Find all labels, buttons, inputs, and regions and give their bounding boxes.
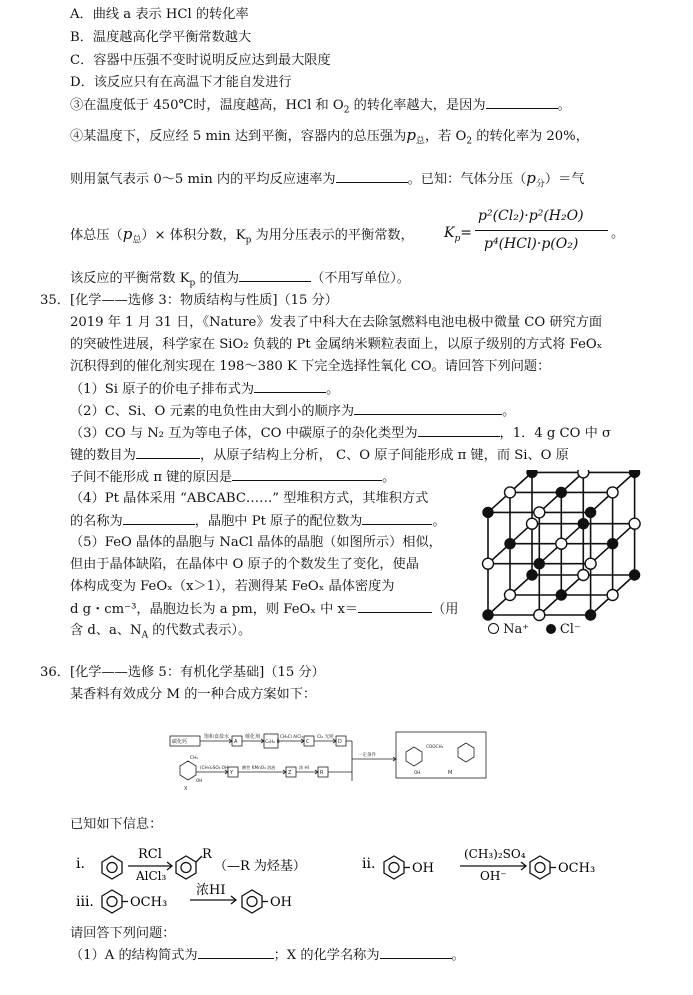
- na-ion: [527, 518, 538, 529]
- answer-blank[interactable]: [362, 512, 432, 525]
- exam-page: A．曲线 a 表示 HCl 的转化率 B．温度越高化学平衡常数越大 C．容器中压强不变时说明反应达到最大限度 D．该反应只有在高温下才能自发进行 ③在温度低于 450℃时，温度越高，HCl 和 $O_2$ 的转化率越大，是因为 。 ④某温度下，反应经 5 min 达到平衡，容器内的总压强为$p_总$，若 $O_2$ 的转化率为 20%， 则用氯气表示 0～5 min 内的平均反应速率为 。已知：气体分压$(p_分)=$气 体总压$(p_总)\times$ 体积分数，$K_p$ 为用分压表示的平衡常数， $K_p=$ p²(Cl₂)·p²(H₂O) p⁴(HCl)·p(O₂) 。 该反应的平衡常数 $K_p$ 的值为 （不用写单位）。 35．[化学——选修 3：物质结构与性质]（15 分） 2019 年 1 月 31 日，《Nature》发表了中科大在去除氢燃料电池电极中微量 CO 研究方面 的突破性进展，科学家在 SiO₂ 负载的 Pt 金属纳米颗粒表面上，以原子级别的方式将 FeOₓ 沉积得到的催化剂实现在 198～380 K 下完全选择性氧化 CO。请回答下列问题： （1）Si 原子的价电子排布式为 。 （2）C、Si、O 元素的电负性由大到小的顺序为 。 （3）CO 与 N₂ 互为等电子体，CO 中碳原子的杂化类型为 ，1．4 g CO 中 σ 键的数目为 ，从原子结构上分析， C、O 原子间能形成 π 键，而 Si、O 原 子间不能形成 π 键的原因是 。 （4）Pt 晶体采用 “ABCABC……” 型堆积方式，其堆积方式 的名称为 ，晶胞中 Pt 原子的配位数为 。 （5）FeO 晶体的晶胞与 NaCl 晶体的晶胞（如图所示）相似， 但由于晶体缺陷，在晶体中 O 原子的个数发生了变化，使晶 体构成变为 FeOₓ（x＞1），若测得某 FeOₓ 晶体密度为 d g・cm⁻³，晶胞边长为 a pm，则 FeOₓ 中 x＝ （用 含 d、a、$N_A$ 的代数式表示）。 Na⁺ Cl⁻ 36．[化学——选修 5：有机化学基础]（15 分） 某香料有效成分 M 的一种合成方案如下： 碳化钙 饱和食盐水 A 催化剂 C₆H₆ B CH₃Cl AlCl₃ C Cl₂ 光照 D 一定条件 COOCH₂ OH M CH₃ OH X (CH₃)₂SO₄ OH⁻ Y 酸性 KMnO₄ 溶液 Z 浓 HI R 已知如下信息： i. RCl AlCl₃ R （—R 为烃基） ii. OH (CH₃)₂SO₄ OH⁻ OCH₃ iii. OCH₃ 浓HI OH 请回答下列问题： （1）A 的结构简式为 ；X 的化学名称为 。: [0, 0, 693, 995]
- answer-blank[interactable]: [198, 946, 274, 959]
- svg-text:RCl: RCl: [138, 847, 162, 862]
- cl-ion: [527, 570, 537, 580]
- svg-text:AlCl₃: AlCl₃: [136, 869, 167, 883]
- na-ion: [578, 570, 589, 581]
- cl-ion: [483, 610, 493, 620]
- kp-symbol: $K_p=$: [444, 225, 472, 244]
- option-d: D．该反应只有在高温下才能自发进行: [70, 75, 292, 90]
- svg-text:CH₃: CH₃: [190, 755, 198, 760]
- cl-ion: [586, 507, 596, 517]
- crystal-legend: [488, 622, 581, 637]
- q35-part-2: （2）C、Si、O 元素的电负性由大到小的顺序为 。: [70, 404, 516, 419]
- na-ion: [505, 487, 516, 498]
- svg-text:(CH₃)₂SO₄: (CH₃)₂SO₄: [464, 847, 526, 861]
- question-4-line4: 该反应的平衡常数 $K_p$ 的值为 （不用写单位）。: [70, 271, 410, 289]
- answer-blank[interactable]: [486, 96, 558, 109]
- answer-blank[interactable]: [418, 424, 500, 437]
- svg-text:i.: i.: [76, 856, 85, 872]
- q36-intro: 某香料有效成分 M 的一种合成方案如下：: [70, 687, 317, 702]
- q35-part-5d: d g・cm⁻³，晶胞边长为 a pm，则 FeOₓ 中 x＝ （用: [70, 602, 459, 617]
- q35-part-1: （1）Si 原子的价电子排布式为 。: [70, 382, 340, 397]
- answer-blank[interactable]: [380, 946, 452, 959]
- svg-text:D: D: [338, 739, 342, 745]
- cl-ion: [630, 570, 640, 580]
- na-ion: [629, 518, 640, 529]
- svg-text:ii.: ii.: [362, 856, 376, 872]
- question-35-title: 35．[化学——选修 3：物质结构与性质]（15 分）: [40, 293, 338, 308]
- cl-ion: [483, 507, 493, 517]
- na-ion: [578, 470, 589, 478]
- svg-text:一定条件: 一定条件: [358, 753, 376, 758]
- answer-blank[interactable]: [232, 468, 382, 481]
- cl-ion: [630, 470, 640, 477]
- option-c: C．容器中压强不变时说明反应达到最大限度: [70, 53, 331, 68]
- option-a: A．曲线 a 表示 HCl 的转化率: [70, 7, 249, 22]
- answer-blank[interactable]: [254, 380, 326, 393]
- q35-part-4a: （4）Pt 晶体采用 “ABCABC……” 型堆积方式，其堆积方式: [70, 491, 429, 506]
- svg-text:CH₃Cl AlCl₃: CH₃Cl AlCl₃: [280, 734, 303, 739]
- q35-part-4b: 的名称为 ，晶胞中 Pt 原子的配位数为 。: [70, 514, 446, 529]
- svg-text:OH: OH: [412, 861, 434, 876]
- q35-part-5e: 含 d、a、$N_A$ 的代数式表示）。: [70, 623, 252, 641]
- na-ion: [607, 487, 618, 498]
- na-legend-icon: [488, 623, 499, 634]
- cl-ion: [556, 487, 566, 497]
- cl-ion: [578, 519, 588, 529]
- na-ion: [556, 538, 567, 549]
- cl-legend-label: Cl⁻: [559, 622, 581, 637]
- svg-text:C₆H₆ B: C₆H₆ B: [265, 740, 280, 745]
- na-ion: [585, 558, 596, 569]
- svg-text:（—R 为烃基）: （—R 为烃基）: [214, 859, 306, 874]
- cl-ion: [505, 539, 515, 549]
- svg-text:OH: OH: [196, 778, 203, 783]
- svg-text:C: C: [306, 739, 310, 745]
- option-b: B．温度越高化学平衡常数越大: [70, 30, 252, 45]
- svg-text:浓 HI: 浓 HI: [299, 765, 309, 770]
- answer-blank[interactable]: [336, 170, 408, 183]
- q35-part-5c: 体构成变为 FeOₓ（x＞1），若测得某 FeOₓ 晶体密度为: [70, 579, 395, 594]
- svg-text:Y: Y: [230, 770, 234, 776]
- svg-text:A: A: [234, 739, 238, 745]
- svg-text:OH⁻: OH⁻: [480, 869, 507, 883]
- answer-blank[interactable]: [239, 269, 311, 282]
- q35-part-3a: （3）CO 与 N₂ 互为等电子体，CO 中碳原子的杂化类型为 ，1．4 g CO 中 σ: [70, 426, 612, 441]
- calcium-carbide-label: 碳化钙: [172, 739, 188, 745]
- svg-text:催化剂: 催化剂: [245, 734, 261, 740]
- svg-text:Z: Z: [288, 770, 292, 776]
- kp-numerator: p²(Cl₂)·p²(H₂O): [478, 208, 584, 224]
- answer-blank[interactable]: [358, 600, 432, 613]
- svg-text:饱和食盐水: 饱和食盐水: [204, 734, 230, 740]
- svg-text:R: R: [202, 847, 212, 862]
- info-iii-reaction: [72, 880, 332, 920]
- svg-text:OCH₃: OCH₃: [130, 895, 168, 910]
- na-ion: [505, 590, 516, 601]
- cl-ion: [527, 470, 537, 477]
- q35-intro-1: 2019 年 1 月 31 日，《Nature》发表了中科大在去除氢燃料电池电极中微量 CO 研究方面: [70, 315, 603, 330]
- q35-part-5b: 但由于晶体缺陷，在晶体中 O 原子的个数发生了变化，使晶: [70, 557, 419, 572]
- known-info-heading: 已知如下信息：: [70, 817, 163, 832]
- question-4-line3: 体总压$(p_总)\times$ 体积分数，$K_p$ 为用分压表示的平衡常数，: [70, 225, 414, 246]
- q35-intro-2: 的突破性进展，科学家在 SiO₂ 负载的 Pt 金属纳米颗粒表面上，以原子级别的方式将 FeOₓ: [70, 337, 603, 352]
- cl-ion: [534, 559, 544, 569]
- answer-blank[interactable]: [354, 402, 502, 415]
- svg-text:OH: OH: [270, 895, 292, 910]
- kp-denominator: p⁴(HCl)·p(O₂): [484, 236, 579, 252]
- nacl-unit-cell-diagram: [468, 470, 643, 645]
- question-36-title: 36．[化学——选修 5：有机化学基础]（15 分）: [40, 665, 325, 680]
- q35-part-3c: 子间不能形成 π 键的原因是 。: [70, 470, 396, 485]
- na-ion: [483, 558, 494, 569]
- q36-part-1: （1）A 的结构简式为 ；X 的化学名称为 。: [70, 948, 465, 963]
- question-4-line1: ④某温度下，反应经 5 min 达到平衡，容器内的总压强为$p_总$，若 $O_2$ 的转化率为 20%，: [70, 126, 589, 147]
- svg-text:X: X: [184, 786, 188, 792]
- svg-text:COOCH₂: COOCH₂: [426, 744, 444, 749]
- cl-ion: [586, 610, 596, 620]
- na-legend-label: Na⁺: [503, 622, 530, 637]
- svg-text:酸性 KMnO₄ 溶液: 酸性 KMnO₄ 溶液: [242, 765, 276, 770]
- fraction-bar: [475, 230, 608, 231]
- answer-blank[interactable]: [136, 446, 200, 459]
- svg-text:M: M: [448, 770, 453, 776]
- svg-text:OCH₃: OCH₃: [558, 861, 596, 876]
- question-4-line2: 则用氯气表示 0～5 min 内的平均反应速率为 。已知：气体分压$(p_分)=$气: [70, 169, 585, 190]
- svg-text:R: R: [320, 770, 324, 776]
- cl-legend-icon: [546, 624, 556, 634]
- answer-blank[interactable]: [123, 512, 195, 525]
- answer-prompt: 请回答下列问题：: [70, 926, 176, 941]
- svg-text:OH: OH: [414, 770, 421, 775]
- na-ion: [607, 590, 618, 601]
- svg-text:浓HI: 浓HI: [196, 883, 226, 898]
- na-ion: [534, 507, 545, 518]
- cl-ion: [608, 539, 618, 549]
- info-ii-reaction: [360, 838, 660, 884]
- q35-part-3b: 键的数目为 ，从原子结构上分析， C、O 原子间能形成 π 键，而 Si、O 原: [70, 448, 569, 463]
- synthesis-scheme: [168, 726, 490, 802]
- q35-part-5a: （5）FeO 晶体的晶胞与 NaCl 晶体的晶胞（如图所示）相似，: [70, 535, 442, 550]
- svg-text:(CH₃)₂SO₄ OH⁻: (CH₃)₂SO₄ OH⁻: [200, 765, 231, 770]
- na-ion: [534, 610, 545, 621]
- q35-intro-3: 沉积得到的催化剂实现在 198～380 K 下完全选择性氧化 CO。请回答下列问题：: [70, 359, 551, 374]
- svg-text:iii.: iii.: [76, 894, 94, 910]
- question-3: ③在温度低于 450℃时，温度越高，HCl 和 $O_2$ 的转化率越大，是因为 。: [70, 98, 571, 116]
- cl-ion: [556, 590, 566, 600]
- svg-text:Cl₂ 光照: Cl₂ 光照: [317, 735, 334, 740]
